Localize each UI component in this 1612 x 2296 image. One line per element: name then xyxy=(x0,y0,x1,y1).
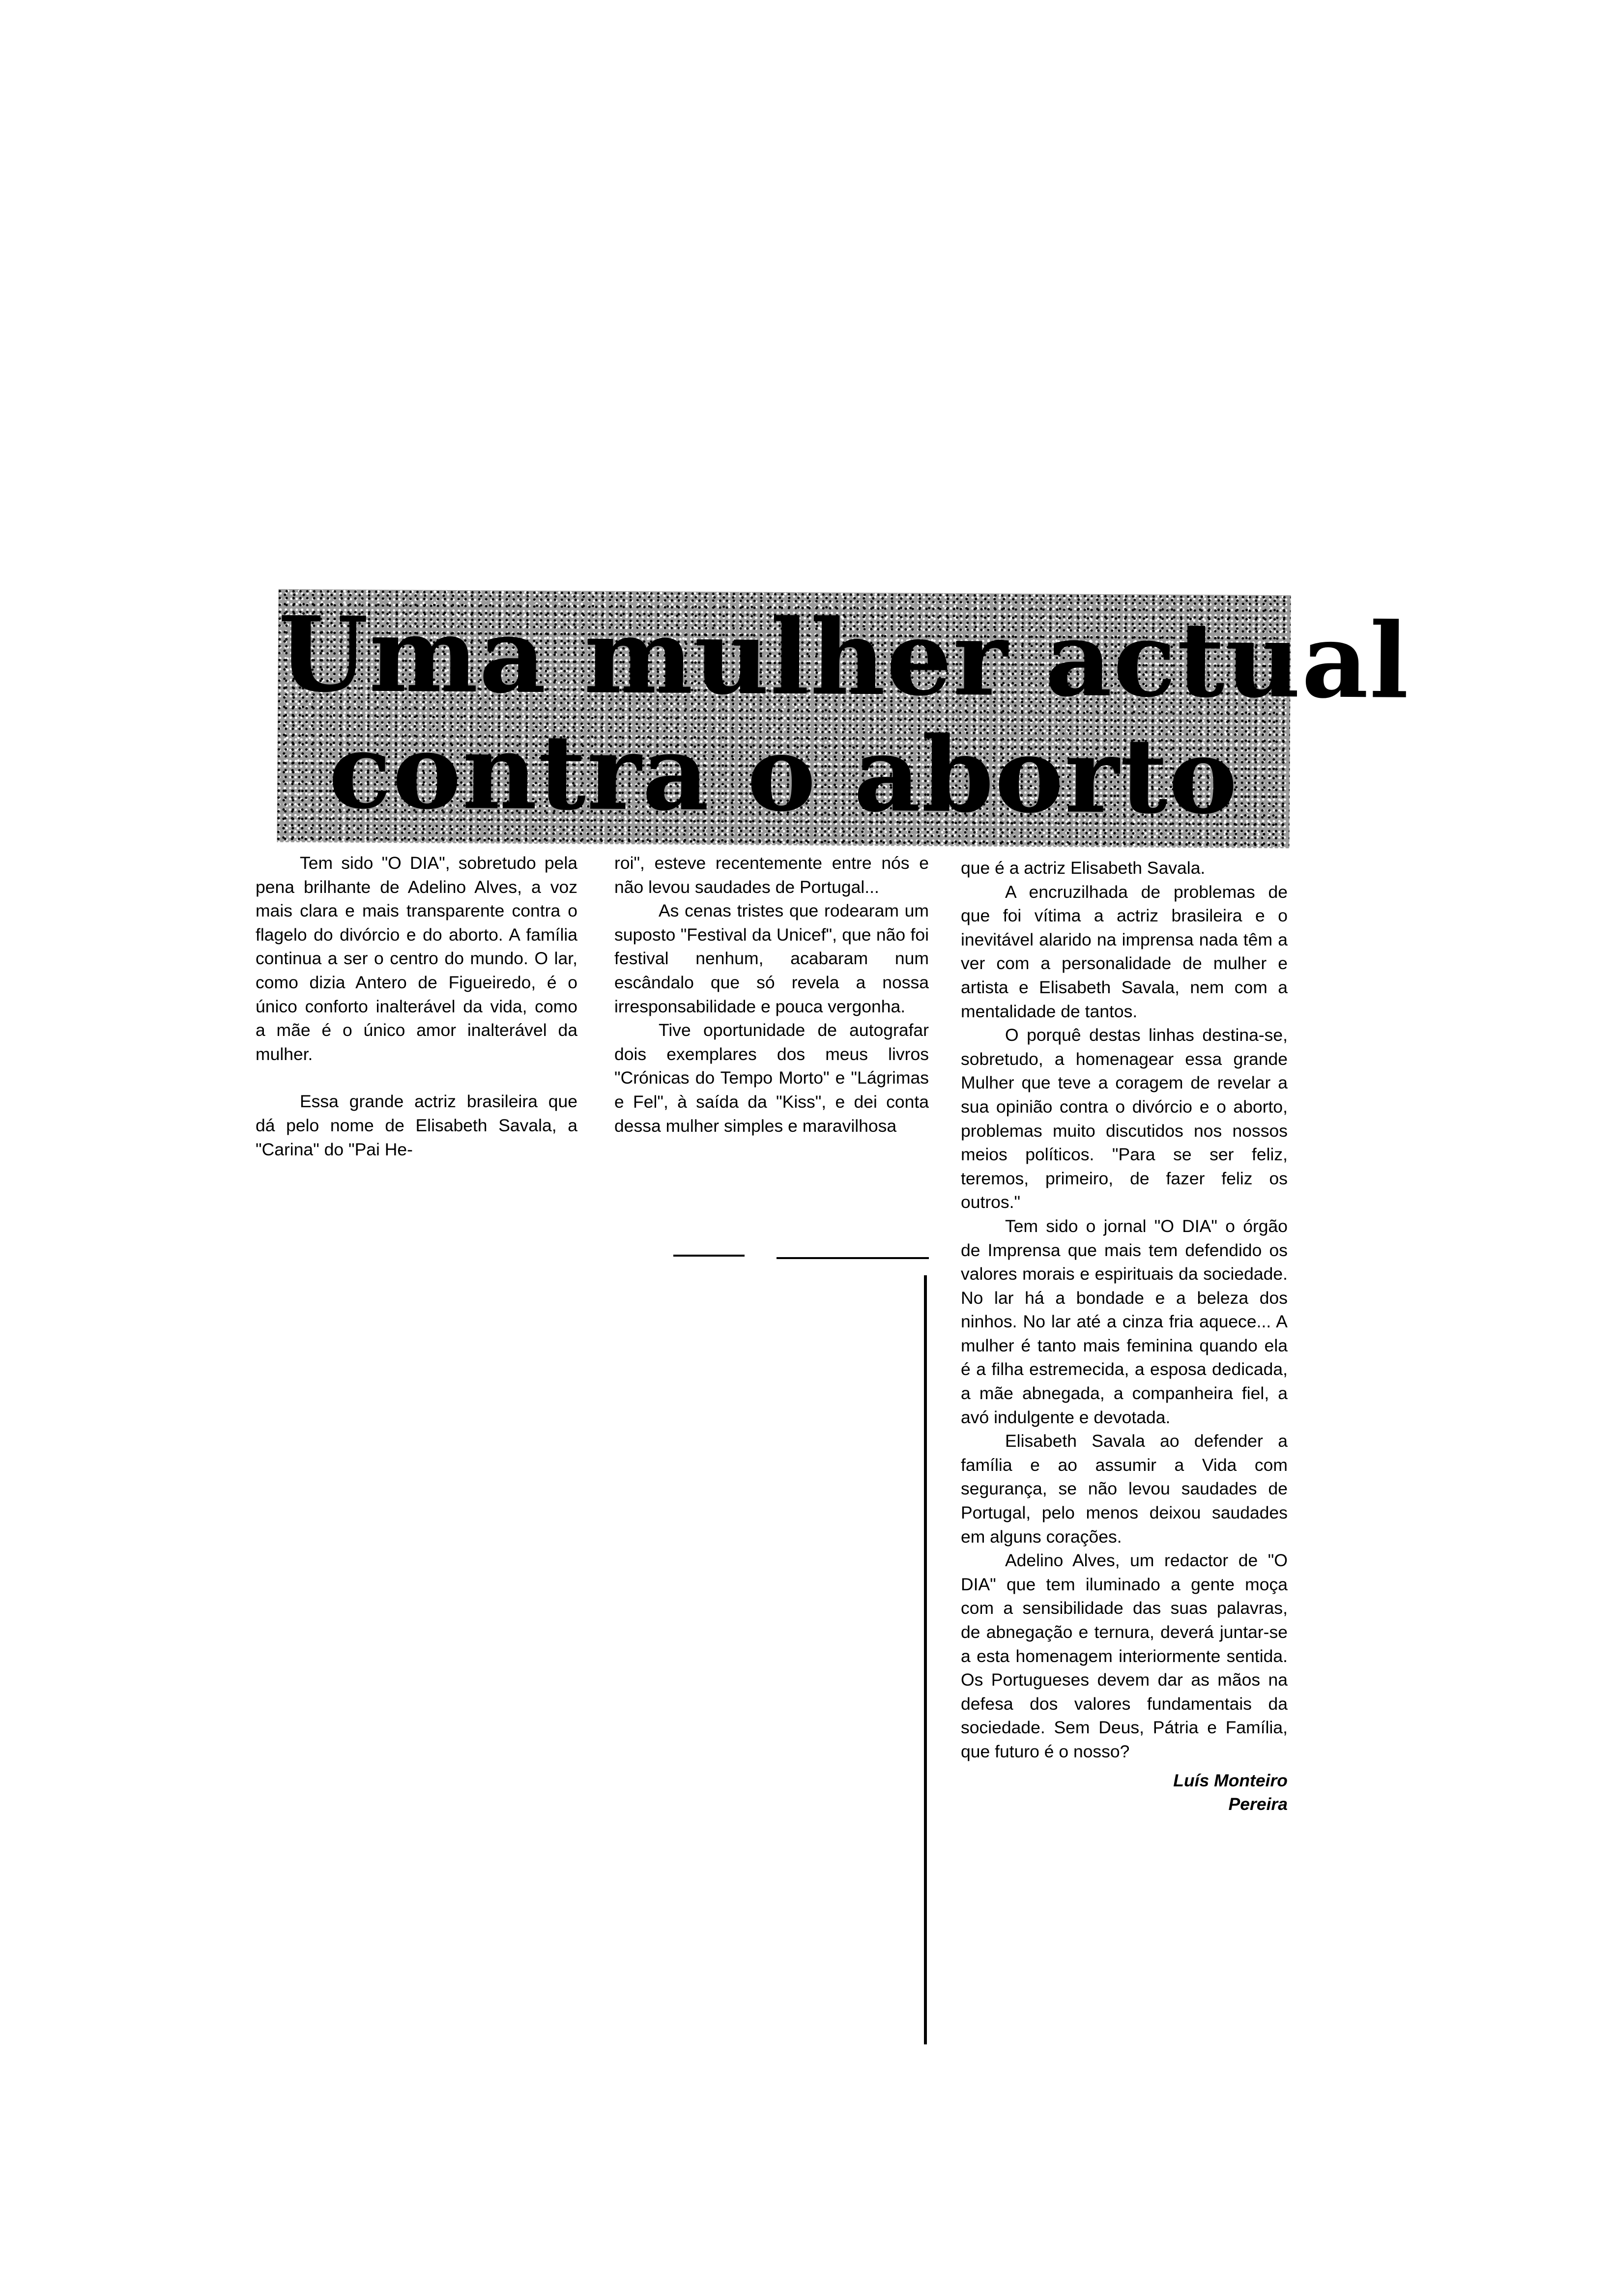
article-column-2 xyxy=(614,851,929,1138)
column-rule xyxy=(924,1275,927,2044)
headline-banner xyxy=(277,589,1410,849)
paragraph: Essa grande actriz brasileira que dá pelo nome de Elisabeth Savala, a "Carina" do "Pai He- xyxy=(256,1091,577,1159)
author-name-line-1: Luís Monteiro xyxy=(1173,1770,1288,1790)
column-divider xyxy=(777,1257,929,1259)
article-column-1 xyxy=(256,851,577,1161)
headline-line-2: contra o aborto xyxy=(328,710,1239,837)
paragraph: O porquê destas linhas destina-se, sobretudo, a homenagear essa grande Mulher que teve a coragem de revelar a sua opinião contra o divórcio e o aborto, problemas muito discutidos nos nossos meios políticos. "Para se ser feliz, teremos, primeiro, de fazer feliz os outros." xyxy=(961,1025,1288,1212)
paragraph: Tem sido "O DIA", sobretudo pela pena brilhante de Adelino Alves, a voz mais clara e mais transparente contra o flagelo do divórcio e do aborto. A família continua a ser o centro do mundo. O lar, como dizia Antero de Figueiredo, é o único conforto inalterável da vida, como a mãe é o único amor inalterável da mulher. xyxy=(256,853,577,1064)
paragraph: Adelino Alves, um redactor de "O DIA" que tem iluminado a gente moça com a sensibilidade das suas palavras, de abnegação e ternura, deverá juntar-se a esta homenagem interiormente sentida. Os Portugueses devem dar as mãos na defesa dos valores fundamentais da sociedade. Sem Deus, Pátria e Família, que futuro é o nosso? xyxy=(961,1550,1288,1761)
paragraph: Tem sido o jornal "O DIA" o órgão de Imprensa que mais tem defendido os valores morais e espirituais da sociedade. No lar há a bondade e a beleza dos ninhos. No lar até a cinza fria aquece... A mulher é tanto mais feminina quando ela é a filha estremecida, a esposa dedicada, a mãe abnegada, a companheira fiel, a avó indulgente e devotada. xyxy=(961,1216,1288,1427)
paragraph: A encruzilhada de problemas de que foi vítima a actriz brasileira e o inevitável alarido na imprensa nada têm a ver com a personalidade de mulher e artista e Elisabeth Savala, nem com a mentalidade de tantos. xyxy=(961,882,1288,1021)
paragraph: roi", esteve recentemente entre nós e não levou saudades de Portugal... xyxy=(614,853,929,897)
column-divider xyxy=(673,1255,745,1257)
author-signature xyxy=(961,1769,1288,1816)
author-name-line-2: Pereira xyxy=(1228,1794,1288,1814)
article-column-3 xyxy=(961,856,1288,1816)
paragraph: que é a actriz Elisabeth Savala. xyxy=(961,858,1206,878)
paragraph: Tive oportunidade de autografar dois exemplares dos meus livros "Crónicas do Tempo Morto" e "Lágrimas e Fel", à saída da "Kiss", e dei conta dessa mulher simples e maravilhosa xyxy=(614,1020,929,1136)
paragraph: As cenas tristes que rodearam um suposto "Festival da Unicef", que não foi festival nenhum, acabaram num escândalo que só revela a nossa irresponsabilidade e pouca vergonha. xyxy=(614,901,929,1016)
headline-line-1: Uma mulher actual xyxy=(278,593,1410,722)
paragraph: Elisabeth Savala ao defender a família e ao assumir a Vida com segurança, se não levou saudades de Portugal, pelo menos deixou saudades em alguns corações. xyxy=(961,1431,1288,1547)
